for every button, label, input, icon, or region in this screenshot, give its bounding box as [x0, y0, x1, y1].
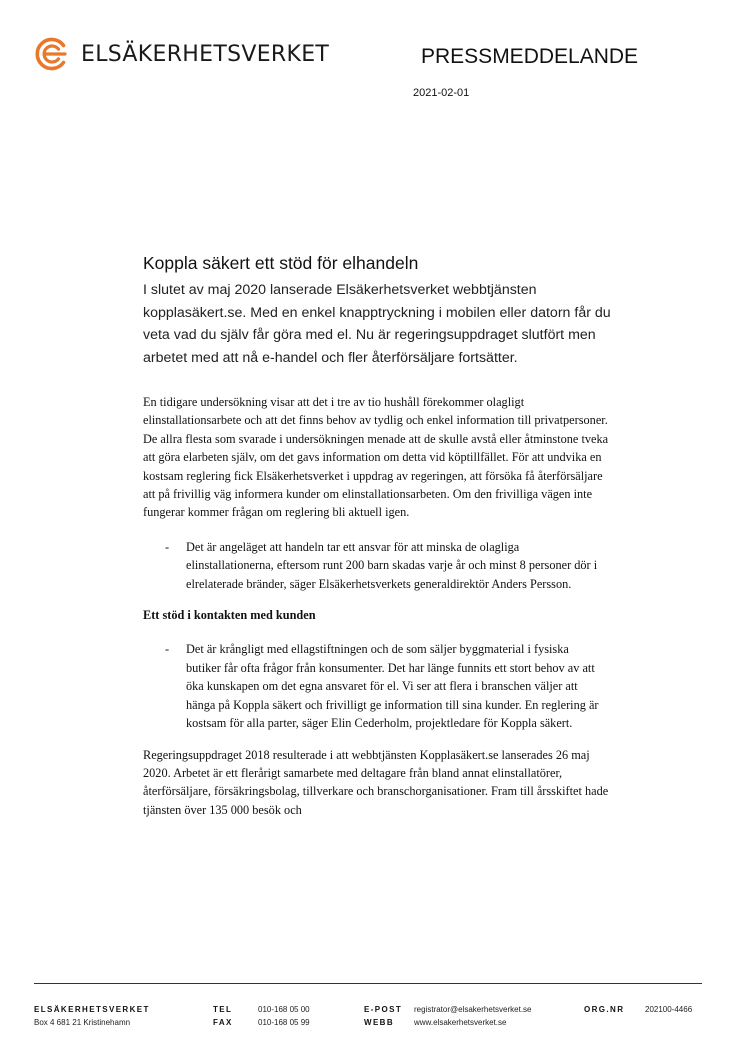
elsakerhetsverket-logo-icon: [34, 36, 70, 72]
document-date: 2021-02-01: [413, 87, 470, 99]
quote-item: [143, 538, 613, 593]
subheading: Ett stöd i kontakten med kunden: [143, 608, 316, 623]
quote-dash: -: [165, 539, 170, 554]
footer-address: Box 4 681 21 Kristinehamn: [34, 1018, 131, 1027]
body-paragraph: Regeringsuppdraget 2018 resulterade i att webbtjänsten Kopplasäkert.se lanserades 26 maj 2020. Arbetet är ett flerårigt samarbete med deltagare från bland annat elinstallatörer, återförsäljare, försäkringsbolag, tillverkare och branschorganisationer. Fram till årsskiftet hade tjänsten över 135 000 besök och: [143, 747, 609, 817]
footer-fax: 010-168 05 99: [258, 1018, 310, 1027]
quote-text: Det är angeläget att handeln tar ett ansvar för att minska de olagliga elinstallationerna, eftersom runt 200 barn skadas varje år och minst 8 personer dör i elrelaterade bränder, säger Elsäkerhetsverkets generaldirektör Anders Persson.: [186, 539, 598, 591]
quote-item: [143, 640, 613, 732]
quote-text: Det är krångligt med ellagstiftningen och de som säljer byggmaterial i fysiska butiker får ofta frågor från konsumenter. Det har länge funnits ett stort behov av att öka kunskapen om det egna ansvaret för el. Vi ser att flera i branschen väljer att hänga på Koppla säkert och frivilligt ge information till sina kunder. En reglering är kostsam för alla parter, säger Elin Cederholm, projektledare för Koppla säkert.: [186, 642, 599, 731]
footer-divider: [34, 983, 702, 984]
headline: Koppla säkert ett stöd för elhandeln: [143, 253, 419, 273]
footer-tel: 010-168 05 00: [258, 1005, 310, 1014]
org-name: ELSÄKERHETSVERKET: [81, 41, 330, 67]
footer-web-label: WEBB: [364, 1018, 395, 1027]
lead-paragraph: I slutet av maj 2020 lanserade Elsäkerhetsverket webbtjänsten kopplasäkert.se. Med en enkel knapptryckning i mobilen eller datorn får du veta vad du själv får göra med el. Nu är regeringsuppdraget slutfört men arbetet med att nå e-handel och fler återförsäljare fortsätter.: [143, 282, 611, 366]
footer-orgnr: 202100-4466: [645, 1005, 693, 1014]
footer-web: www.elsakerhetsverket.se: [414, 1018, 507, 1027]
article: [143, 253, 613, 819]
footer-fax-label: FAX: [213, 1018, 233, 1027]
footer-org: ELSÄKERHETSVERKET: [34, 1005, 150, 1014]
logo: [34, 36, 329, 72]
footer-email: registrator@elsakerhetsverket.se: [414, 1005, 532, 1014]
footer-orgnr-label: ORG.NR: [584, 1005, 625, 1014]
footer-email-label: E-POST: [364, 1005, 403, 1014]
body-paragraph: En tidigare undersökning visar att det i tre av tio hushåll förekommer olagligt elinstallationsarbete och att det finns behov av tydlig och enkel information till privatpersoner. De allra flesta som svarade i undersökningen menade att de skulle avstå eller åtminstone tveka att göra elarbeten själv, om det gavs information om detta vid köptillfället. För att undvika en kostsam reglering fick Elsäkerhetsverket i uppdrag av regeringen, att försöka få återförsäljare att på frivillig väg informera kunder om elinstallationsarbeten. Om den frivilliga vägen inte fungerar kommer frågan om reglering bli aktuell igen.: [143, 395, 609, 520]
quote-dash: -: [165, 642, 170, 657]
footer-tel-label: TEL: [213, 1005, 233, 1014]
document-type: PRESSMEDDELANDE: [421, 45, 639, 68]
